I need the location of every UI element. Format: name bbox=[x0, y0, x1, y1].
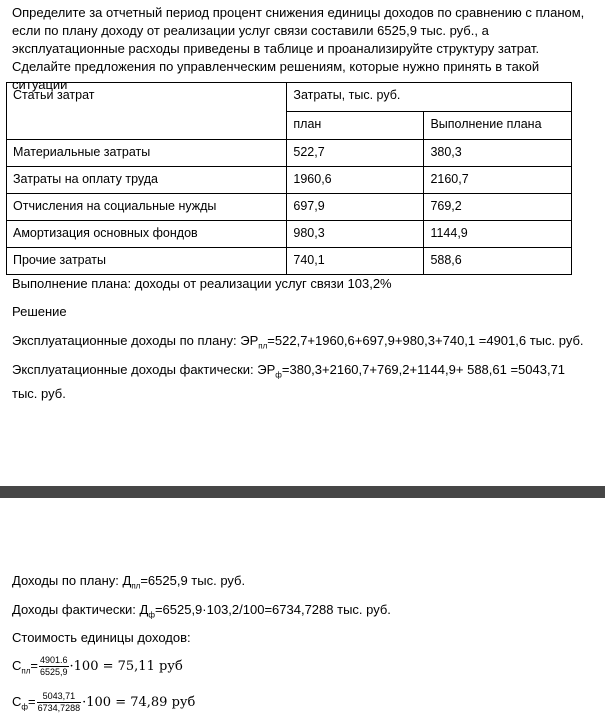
header-cost-items: Статьи затрат bbox=[7, 83, 287, 140]
exploitation-plan-line: Эксплуатационные доходы по плану: $ЭР_{пл}=522,7+1960,6+697,9+980,3+740,1 =4901,6$ тыс. руб. bbox=[12, 333, 584, 351]
table-row bbox=[7, 221, 572, 248]
cell-plan: 1960,6 bbox=[287, 167, 424, 194]
header-costs: Затраты, тыс. руб. bbox=[287, 83, 572, 112]
cell-actual: 588,6 bbox=[424, 248, 572, 275]
income-plan-line: Доходы по плану: $Д_{пл}=6525,9$ тыс. руб. bbox=[12, 573, 246, 591]
cell-item: Амортизация основных фондов bbox=[7, 221, 287, 248]
cell-item: Прочие затраты bbox=[7, 248, 287, 275]
unit-cost-fact-formula: $С_ф=$ $\frac{5043,71}{6734,7288}$ ·100 = 74,89 руб bbox=[12, 691, 196, 713]
cell-item: Отчисления на социальные нужды bbox=[7, 194, 287, 221]
cell-plan: 522,7 bbox=[287, 140, 424, 167]
cell-actual: 769,2 bbox=[424, 194, 572, 221]
table-row bbox=[7, 167, 572, 194]
plan-execution-text: Выполнение плана: доходы от реализации услуг связи 103,2% bbox=[12, 276, 392, 291]
table-row bbox=[7, 194, 572, 221]
page-break-divider bbox=[0, 486, 605, 498]
unit-cost-label: Стоимость единицы доходов: bbox=[12, 630, 191, 645]
table-row bbox=[7, 140, 572, 167]
fraction: $\frac{5043,71}{6734,7288}$ bbox=[37, 691, 81, 713]
income-fact-line: Доходы фактически: $Д_ф=6525,9\cdot 103,2/100=6734,7288$ тыс. руб. bbox=[12, 602, 391, 620]
unit-cost-plan-formula: $С_{пл}=$ $\frac{4901.6}{6525,9}$ ·100 = 75,11 руб bbox=[12, 655, 183, 677]
header-plan: план bbox=[287, 112, 424, 140]
cell-item: Материальные затраты bbox=[7, 140, 287, 167]
cell-plan: 980,3 bbox=[287, 221, 424, 248]
fraction: $\frac{4901.6}{6525,9}$ bbox=[39, 655, 68, 677]
cell-item: Затраты на оплату труда bbox=[7, 167, 287, 194]
table-header-row bbox=[7, 83, 572, 112]
solution-heading: Решение bbox=[12, 304, 67, 319]
exploitation-fact-line: Эксплуатационные доходы фактически: $ЭР_ф=380,3+2160,7+769,2+1144,9+ 588,61 =5043,71$ тыс. руб. bbox=[12, 362, 566, 401]
table-row bbox=[7, 248, 572, 275]
cell-actual: 380,3 bbox=[424, 140, 572, 167]
cell-actual: 1144,9 bbox=[424, 221, 572, 248]
cell-plan: 740,1 bbox=[287, 248, 424, 275]
cost-table bbox=[6, 82, 572, 275]
cell-plan: 697,9 bbox=[287, 194, 424, 221]
task-text: Определите за отчетный период процент снижения единицы доходов по сравнению с планом, если по плану доходу от реализации услуг связи составили 6525,9 тыс. руб., а эксплуатационные расходы приведены в таблице и проанализируйте структуру затрат. Сделайте предложения по управленческим решениям, которые нужно принять в такой ситуации bbox=[12, 5, 585, 92]
cell-actual: 2160,7 bbox=[424, 167, 572, 194]
header-actual: Выполнение плана bbox=[424, 112, 572, 140]
